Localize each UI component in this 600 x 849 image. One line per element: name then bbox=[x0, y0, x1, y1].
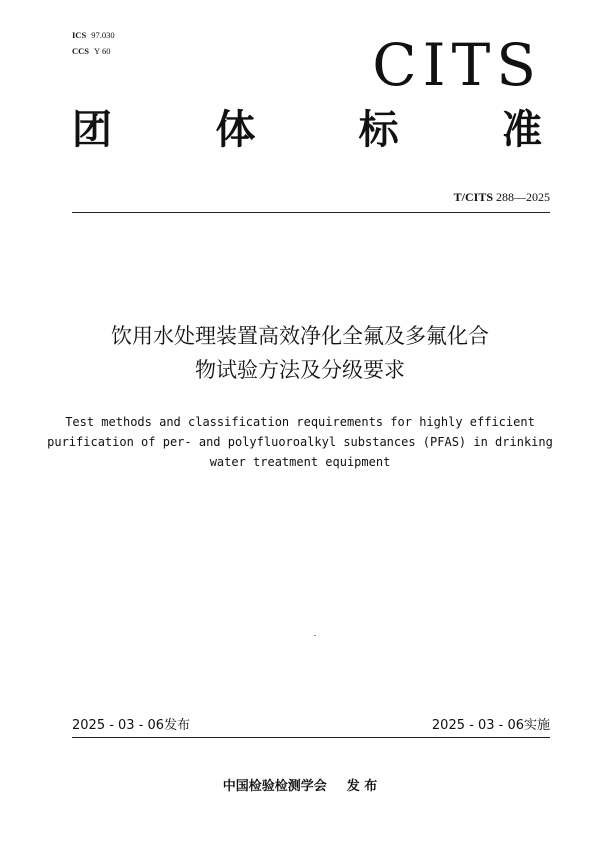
implement-date: 2025 - 03 - 06实施 bbox=[431, 718, 550, 733]
ics-code bbox=[72, 30, 115, 40]
issuer-line bbox=[0, 775, 600, 794]
standard-type-char: 体 bbox=[215, 107, 256, 153]
standard-type-char: 准 bbox=[501, 107, 542, 153]
standard-number-value: 288—2025 bbox=[496, 190, 550, 204]
brand-logo-text: CITS bbox=[372, 31, 542, 99]
ics-label: ICS bbox=[72, 30, 87, 40]
publish-date: 2025 - 03 - 06发布 bbox=[72, 718, 191, 733]
standard-number-prefix: T/CITS bbox=[453, 190, 493, 204]
bottom-divider bbox=[72, 737, 550, 738]
english-title-line-1: Test methods and classification requirements for highly efficient bbox=[65, 415, 535, 429]
ccs-code bbox=[72, 46, 110, 56]
standard-type-heading bbox=[72, 107, 542, 153]
issuer-name: 中国检验检测学会 bbox=[222, 779, 327, 794]
standard-type-char: 标 bbox=[358, 107, 399, 153]
chinese-title-line-1: 饮用水处理装置高效净化全氟及多氟化合 bbox=[111, 324, 489, 348]
standard-type-char: 团 bbox=[72, 107, 112, 153]
ics-value: 97.030 bbox=[91, 30, 115, 40]
ccs-value: Y 60 bbox=[94, 46, 111, 56]
top-divider bbox=[72, 212, 550, 213]
chinese-title-line-2: 物试验方法及分级要求 bbox=[195, 358, 405, 382]
standard-number bbox=[454, 190, 550, 205]
ccs-label: CCS bbox=[72, 46, 90, 56]
english-title-line-3: water treatment equipment bbox=[209, 455, 391, 469]
scan-speck bbox=[314, 635, 316, 636]
english-title-line-2: purification of per- and polyfluoroalkyl substances (PFAS) in drinking bbox=[47, 435, 553, 449]
issuer-action: 发 布 bbox=[346, 779, 378, 794]
english-title bbox=[40, 412, 560, 472]
